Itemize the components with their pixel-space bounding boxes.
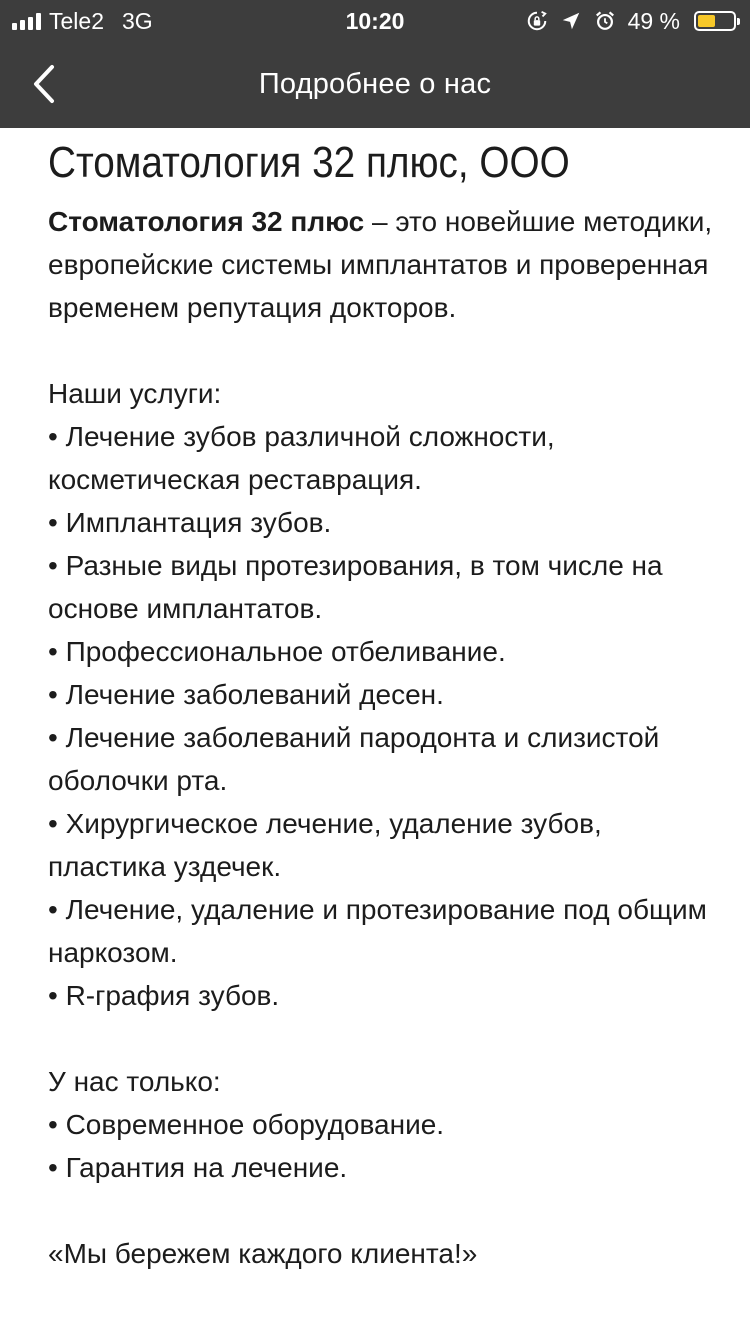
service-item: • Лечение заболеваний пародонта и слизистой оболочки рта. bbox=[48, 722, 660, 796]
nav-bar bbox=[0, 40, 750, 128]
service-item: • Профессиональное отбеливание. bbox=[48, 636, 506, 667]
status-left bbox=[12, 8, 153, 34]
intro-text: – это новейшие методики, европейские системы имплантатов и проверенная временем репутация докторов. bbox=[48, 206, 713, 323]
company-name: Стоматология 32 плюс bbox=[48, 206, 365, 237]
clock: 10:20 bbox=[345, 8, 405, 34]
location-arrow-icon bbox=[560, 10, 582, 32]
slogan: «Мы бережем каждого клиента!» bbox=[48, 1238, 478, 1269]
only-item: • Гарантия на лечение. bbox=[48, 1152, 348, 1183]
service-item: • R-графия зубов. bbox=[48, 980, 280, 1011]
service-item: • Лечение заболеваний десен. bbox=[48, 679, 444, 710]
alarm-icon bbox=[594, 10, 616, 32]
about-text bbox=[48, 200, 718, 1275]
network-type: 3G bbox=[121, 7, 153, 34]
services-heading: Наши услуги: bbox=[48, 378, 222, 409]
service-item: • Лечение, удаление и протезирование под общим наркозом. bbox=[48, 894, 707, 968]
signal-icon bbox=[12, 12, 41, 30]
service-item: • Хирургическое лечение, удаление зубов, пластика уздечек. bbox=[48, 808, 602, 882]
battery-tip bbox=[737, 18, 740, 25]
intro-paragraph bbox=[48, 200, 718, 329]
header bbox=[0, 0, 750, 128]
nav-title: Подробнее о нас bbox=[258, 68, 492, 100]
battery-icon bbox=[694, 11, 736, 31]
status-bar bbox=[0, 0, 750, 40]
only-item: • Современное оборудование. bbox=[48, 1109, 445, 1140]
service-item: • Имплантация зубов. bbox=[48, 507, 332, 538]
page-title: Стоматология 32 плюс, ООО bbox=[48, 138, 570, 187]
battery-percent: 49 % bbox=[627, 7, 680, 34]
status-right bbox=[526, 8, 736, 34]
rotation-lock-icon bbox=[526, 10, 548, 32]
only-heading: У нас только: bbox=[48, 1066, 221, 1097]
service-item: • Лечение зубов различной сложности, косметическая реставрация. bbox=[48, 421, 555, 495]
service-item: • Разные виды протезирования, в том числе на основе имплантатов. bbox=[48, 550, 663, 624]
content bbox=[48, 138, 718, 1275]
carrier-name: Tele2 bbox=[49, 7, 104, 34]
battery-level bbox=[698, 15, 715, 27]
